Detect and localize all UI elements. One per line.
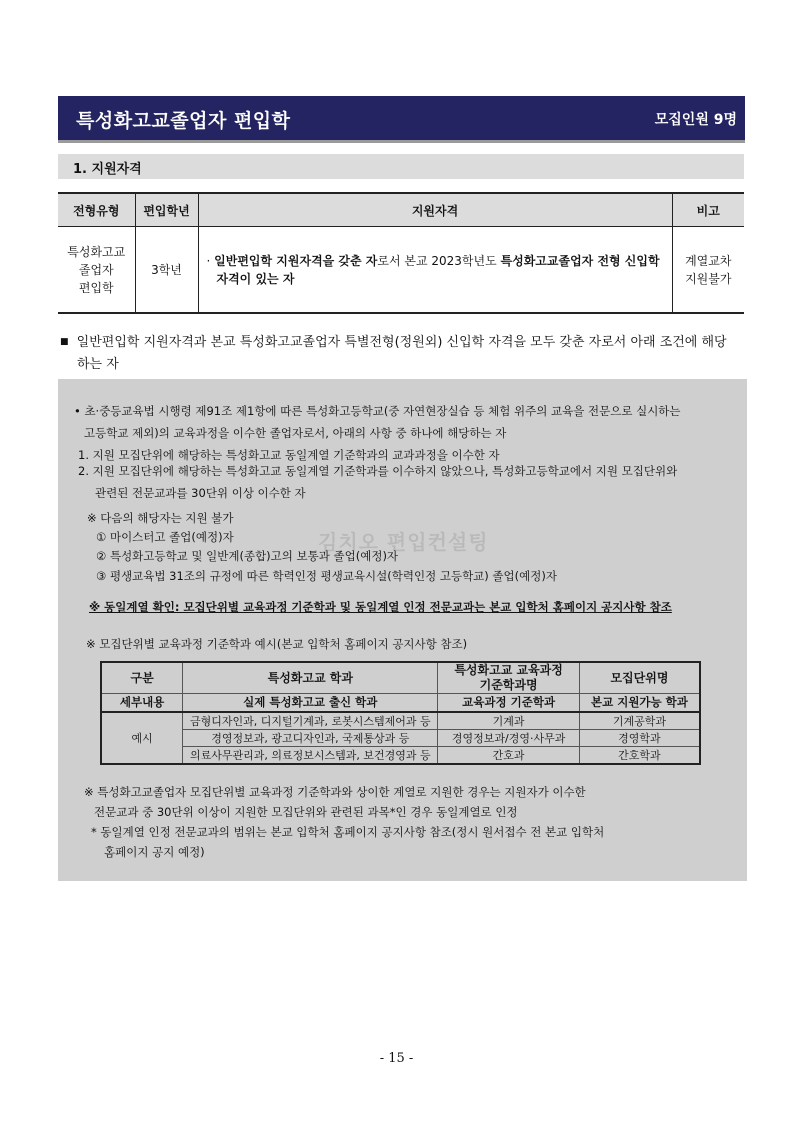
bullet-marker: ■ bbox=[60, 337, 69, 347]
watermark: 김치오 편입컨설팅 bbox=[318, 530, 489, 554]
header-note: 비고 bbox=[672, 193, 744, 227]
section-title: 1. 지원자격 bbox=[73, 162, 142, 177]
example-title: ※ 모집단위별 교육과정 기준학과 예시(본교 입학처 홈페이지 공지사항 참조) bbox=[86, 637, 468, 651]
qualification-table bbox=[58, 192, 744, 314]
exclusion-3: ③ 평생교육법 31조의 규정에 따른 학력인정 평생교육시설(학력인정 고등학교) 졸업(예정)자 bbox=[96, 569, 557, 583]
table-subheader-row: 세부내용 실제 특성화고교 출신 학과 교육과정 기준학과 본교 지원가능 학과 bbox=[101, 694, 700, 713]
table-row: 경영정보과, 광고디자인과, 국제통상과 등 경영정보과/경영·사무과 경영학과 bbox=[101, 730, 700, 747]
header-year: 편입학년 bbox=[135, 193, 198, 227]
table-row: 의료사무관리과, 의료정보시스템과, 보건경영과 등 간호과 간호학과 bbox=[101, 747, 700, 765]
condition-2: 2. 지원 모집단위에 해당하는 특성화고교 동일계열 기준학과를 이수하지 않았으나, 특성화고등학교에서 지원 모집단위와 bbox=[78, 464, 678, 478]
condition-1: 1. 지원 모집단위에 해당하는 특성화고교 동일계열 기준학과의 교과과정을 이수한 자 bbox=[78, 448, 500, 462]
table-row bbox=[58, 227, 744, 314]
table-header-row: 구분 특성화고교 학과 특성화고교 교육과정 기준학과명 모집단위명 bbox=[101, 662, 700, 694]
exclusion-2: ② 특성화고등학교 및 일반계(종합)고의 보통과 졸업(예정)자 bbox=[96, 549, 399, 563]
row-label: 예시 bbox=[101, 712, 183, 764]
bullet-paragraph: ■ 일반편입학 지원자격과 본교 특성화고교졸업자 특별전형(정원외) 신입학 자격을 모두 갖춘 자로서 아래 조건에 해당 하는 자 bbox=[60, 335, 727, 372]
table-header-row bbox=[58, 193, 744, 227]
section-heading bbox=[58, 154, 744, 179]
title-bar bbox=[58, 96, 745, 143]
page-number: - 15 - bbox=[379, 1051, 414, 1066]
footnote-2: * 동일계열 인정 전문교과의 범위는 본교 입학처 홈페이지 공지사항 참조(정시 원서접수 전 본교 입학처 bbox=[91, 825, 605, 839]
exclusion-heading: ※ 다음의 해당자는 지원 불가 bbox=[87, 511, 234, 525]
cell-year: 3학년 bbox=[135, 227, 198, 314]
cell-qualification: · 일반편입학 지원자격을 갖춘 자로서 본교 2023학년도 특성화고교졸업자 전형 신입학 자격이 있는 자 bbox=[198, 227, 672, 314]
footnote-1: ※ 특성화고교졸업자 모집단위별 교육과정 기준학과와 상이한 계열로 지원한 경우는 지원자가 이수한 bbox=[84, 785, 586, 799]
table-row: 예시 금형디자인과, 디지털기계과, 로봇시스템제어과 등 기계과 기계공학과 bbox=[101, 712, 700, 730]
header-qualification: 지원자격 bbox=[198, 193, 672, 227]
exclusion-1: ① 마이스터고 졸업(예정)자 bbox=[96, 530, 234, 544]
same-field-notice: ※ 동일계열 확인: 모집단위별 교육과정 기준학과 및 동일계열 인정 전문교과는 본교 입학처 홈페이지 공지사항 참조 bbox=[89, 600, 672, 614]
example-table bbox=[100, 661, 701, 765]
cell-note: 계열교차 지원불가 bbox=[672, 227, 744, 314]
page-title: 특성화고교졸업자 편입학 bbox=[76, 110, 291, 132]
condition-main: • 초·중등교육법 시행령 제91조 제1항에 따른 특성화고등학교(중 자연현장실습 등 체험 위주의 교육을 전문으로 실시하는 bbox=[74, 404, 681, 418]
cell-type: 특성화고교 졸업자 편입학 bbox=[58, 227, 135, 314]
header-type: 전형유형 bbox=[58, 193, 135, 227]
quota-label: 모집인원 9명 bbox=[654, 112, 737, 128]
